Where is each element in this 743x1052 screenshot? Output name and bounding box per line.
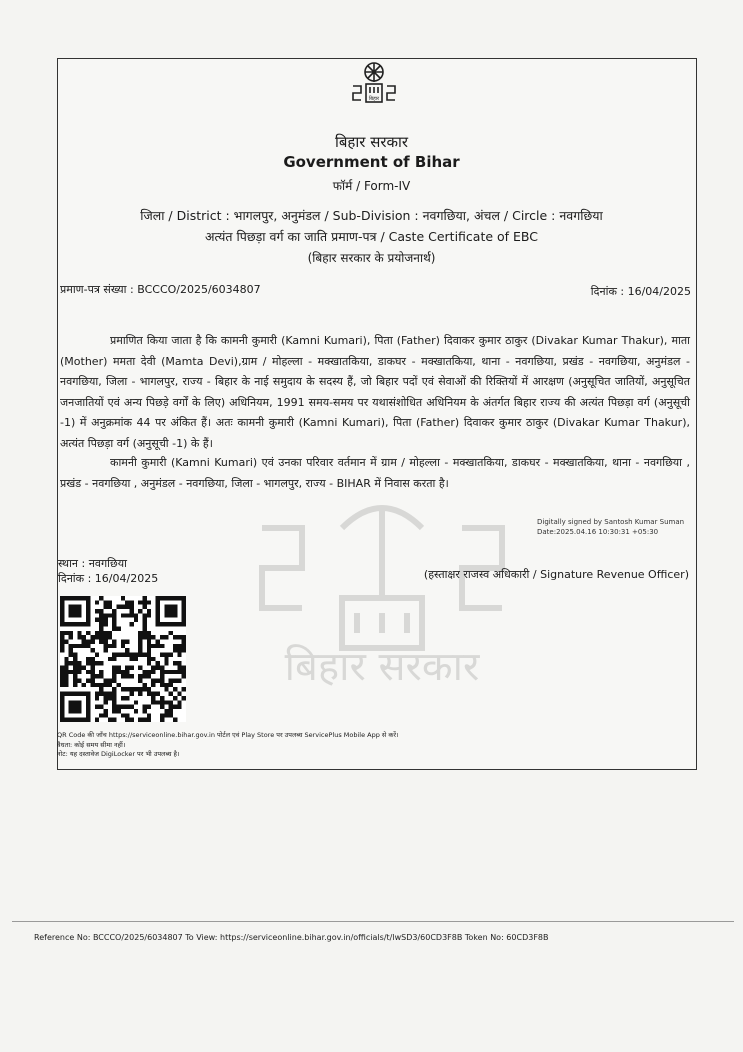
location-line: जिला / District : भागलपुर, अनुमंडल / Sub-Division : नवगछिया, अंचल / Circle : नवगछिया: [140, 208, 603, 223]
footer-divider: [12, 921, 734, 922]
certificate-title: अत्यंत पिछड़ा वर्ग का जाति प्रमाण-पत्र / Caste Certificate of EBC: [204, 229, 539, 244]
digital-signature-name: Digitally signed by Santosh Kumar Suman: [537, 518, 685, 526]
certificate-purpose: (बिहार सरकार के प्रयोजनार्थ): [307, 251, 436, 265]
government-title-hindi: बिहार सरकार: [334, 133, 409, 151]
certificate-date: दिनांक : 16/04/2025: [590, 285, 691, 298]
certificate-number: प्रमाण-पत्र संख्या : BCCCO/2025/6034807: [60, 283, 261, 296]
qr-code[interactable]: [60, 596, 186, 722]
issue-date: दिनांक : 16/04/2025: [58, 572, 159, 585]
issue-place: स्थान : नवगछिया: [58, 557, 127, 570]
form-label: फॉर्म / Form-IV: [332, 179, 411, 193]
validity-note: वैधता: कोई समय सीमा नहीं।: [57, 740, 126, 749]
signature-officer-label: (हस्ताक्षर राजस्व अधिकारी / Signature Revenue Officer): [423, 568, 689, 581]
watermark-text: बिहार सरकार: [284, 644, 480, 688]
digilocker-note: नोट: यह दस्तावेज DigiLocker पर भी उपलब्ध है।: [57, 750, 180, 758]
qr-notes: [57, 731, 399, 760]
digital-signature-block: [537, 517, 684, 537]
residence-paragraph: कामनी कुमारी (Kamni Kumari) एवं उनका परिवार वर्तमान में ग्राम / मोहल्ला - मक्खातकिया, डाकघर - मक्खातकिया, थाना - नवगछिया , प्रखंड - नवगछिया , अनुमंडल - नवगछिया, जिला - भागलपुर, राज्य - BIHAR में निवास करता है।: [60, 456, 690, 490]
bihar-emblem-watermark: [232, 488, 532, 688]
qr-verify-note: QR Code की जाँच https://serviceonline.bihar.gov.in पोर्टल एवं Play Store पर उपलब्ध ServicePlus Mobile App से करें।: [57, 731, 399, 739]
bihar-emblem-logo: [345, 60, 403, 110]
digital-signature-date: Date:2025.04.16 10:30:31 +05:30: [537, 528, 659, 536]
certificate-body-paragraph: प्रमाणित किया जाता है कि कामनी कुमारी (Kamni Kumari), पिता (Father) दिवाकर कुमार ठाकुर (Divakar Kumar Thakur), माता (Mother) ममता देवी (Mamta Devi),ग्राम / मोहल्ला - मक्खातकिया, डाकघर - मक्खातकिया, थाना - नवगछिया, प्रखंड - नवगछिया, अनुमंडल - नवगछिया, जिला - भागलपुर, राज्य - बिहार के नाई समुदाय के सदस्य हैं, जो बिहार पदों एवं सेवाओं की रिक्तियों में आरक्षण (अनुसूचित जातियों, अनुसूचित जनजातियों एवं अन्य पिछड़े वर्गों के लिए) अधिनियम, 1991 समय-समय पर यथासंशोधित अधिनियम के अंतर्गत बिहार राज्य की अत्यंत पिछड़ा वर्ग (अनुसूची -1) में अनुक्रमांक 44 पर अंकित हैं। अतः कामनी कुमारी (Kamni Kumari), पिता (Father) दिवाकर कुमार ठाकुर (Divakar Kumar Thakur), अत्यंत पिछड़ा वर्ग (अनुसूची -1) के हैं।: [60, 334, 690, 450]
government-title-english: Government of Bihar: [283, 153, 460, 171]
emblem-label: बिहार: [368, 96, 380, 102]
reference-line: Reference No: BCCCO/2025/6034807 To View: https://serviceonline.bihar.gov.in/officials/t/lwSD3/60CD3F8B Token No: 60CD3F8B: [34, 933, 549, 942]
